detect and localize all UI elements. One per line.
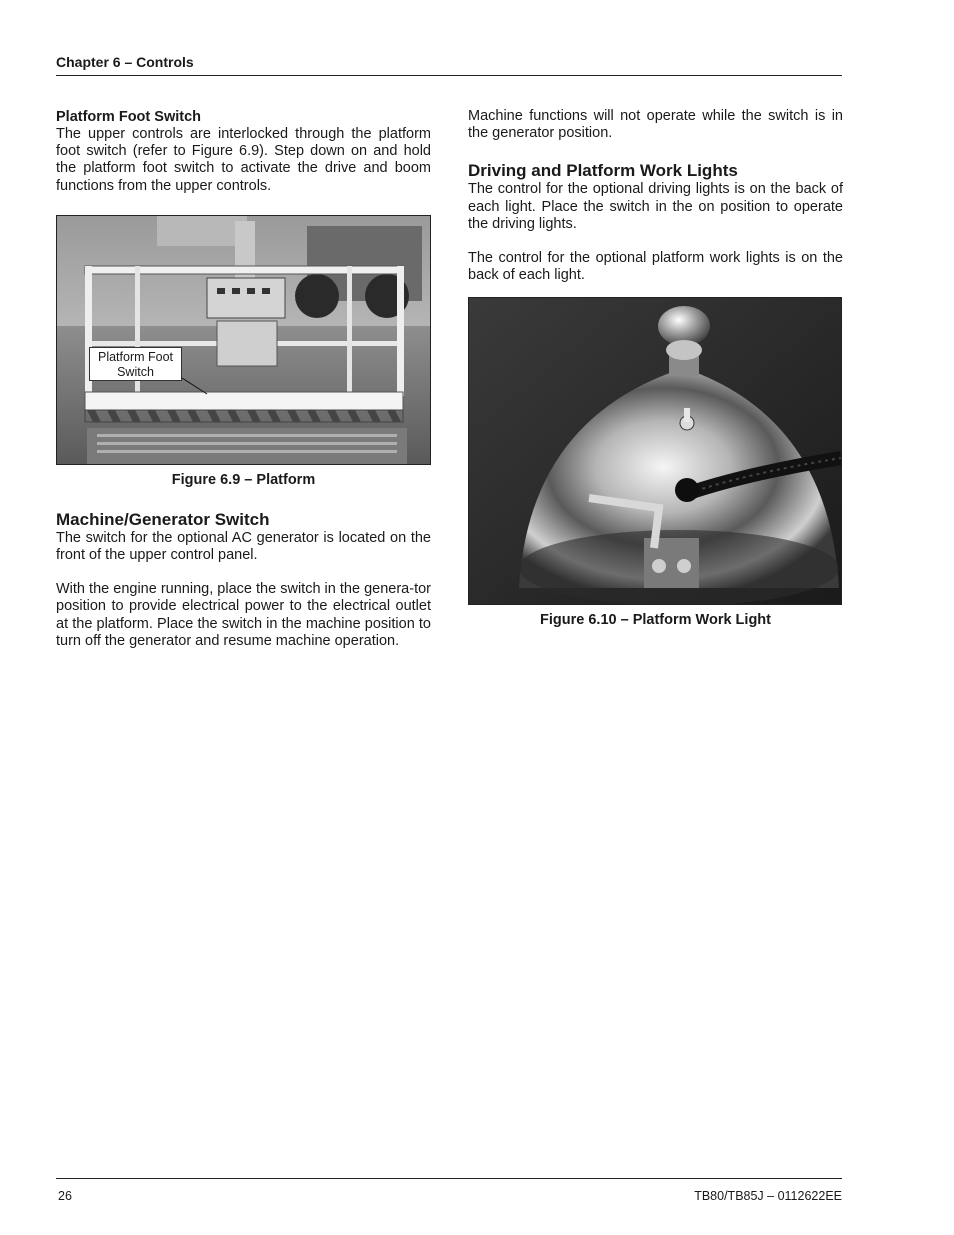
page-number: 26 bbox=[58, 1189, 72, 1203]
work-light-photo bbox=[468, 297, 842, 605]
left-column bbox=[56, 108, 431, 650]
generator-text-3: Machine functions will not operate while the switch is in the generator position. bbox=[468, 108, 843, 142]
foot-switch-callout: Platform Foot Switch bbox=[89, 347, 182, 381]
generator-text-2: With the engine running, place the switch in the genera-tor position to provide electrical power to the electrical outlet at the platform. Place the switch in the machine position to turn off the generator and resume machine operation. bbox=[56, 581, 431, 649]
lights-text-2: The control for the optional platform work lights is on the back of each light. bbox=[468, 250, 843, 284]
work-light-image bbox=[469, 298, 841, 604]
figure-6-9-caption: Figure 6.9 – Platform bbox=[171, 471, 316, 488]
foot-switch-text: The upper controls are interlocked through the platform foot switch (refer to Figure 6.9). Step down on and hold the platform foot switch to activate the drive and boom functions from the upper controls. bbox=[56, 126, 431, 194]
platform-image bbox=[57, 216, 430, 464]
lights-text-1: The control for the optional driving lights is on the back of each light. Place the switch in the on position to operate the driving lights. bbox=[468, 181, 843, 232]
lights-heading: Driving and Platform Work Lights bbox=[468, 161, 738, 181]
figure-6-10-caption: Figure 6.10 – Platform Work Light bbox=[540, 612, 771, 629]
chapter-title: Chapter 6 – Controls bbox=[56, 54, 194, 70]
generator-text-1: The switch for the optional AC generator is located on the front of the upper control panel. bbox=[56, 529, 431, 564]
page-footer bbox=[56, 1178, 842, 1203]
generator-switch-heading: Machine/Generator Switch bbox=[56, 509, 270, 529]
right-column bbox=[468, 108, 843, 629]
page-header bbox=[56, 54, 842, 76]
platform-photo bbox=[56, 215, 431, 465]
foot-switch-heading: Platform Foot Switch bbox=[56, 109, 201, 125]
document-id: TB80/TB85J – 0112622EE bbox=[694, 1189, 842, 1203]
